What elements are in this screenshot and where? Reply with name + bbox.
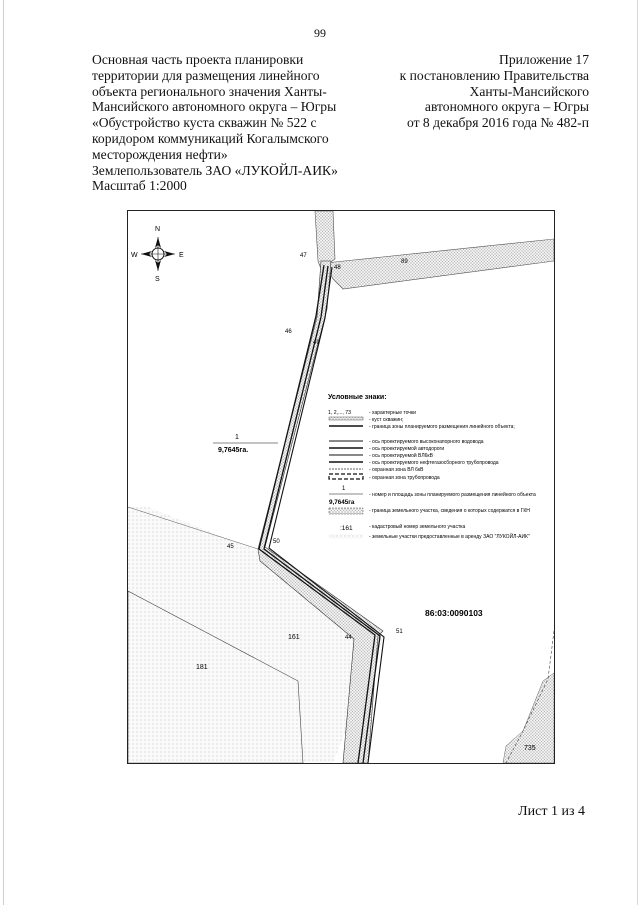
legend-symbol-zone-area: 9,7645га <box>329 499 355 506</box>
legend-symbol-pipe-zone <box>329 474 363 479</box>
map-legend <box>328 394 536 540</box>
legend-symbol-cadastral: :161 <box>340 525 353 532</box>
appendix-line: Приложение 17 <box>499 52 589 67</box>
point-49: 49 <box>313 340 320 346</box>
title-line: территории для размещения линейного <box>92 67 320 83</box>
parcel-161-label: 161 <box>288 634 300 641</box>
title-line: месторождения нефти» <box>92 146 228 162</box>
legend-text: - ось проектируемой автодороги <box>369 446 445 452</box>
appendix-line: автономного округа – Югры <box>424 99 589 115</box>
cadastral-block-number: 86:03:0090103 <box>425 608 483 618</box>
compass-east: E <box>179 252 184 259</box>
parcel-89 <box>325 239 554 289</box>
scan-edge-left <box>3 0 4 905</box>
top-road-strip <box>315 211 335 269</box>
legend-text: - характерные точки <box>369 410 416 416</box>
legend-text: - охранная зона ВЛ 6кВ <box>369 467 424 473</box>
appendix-block <box>329 52 589 131</box>
point-51: 51 <box>396 629 403 635</box>
sheet-number: Лист 1 из 4 <box>518 804 585 819</box>
title-line: Мансийского автономного округа – Югры <box>92 99 337 115</box>
legend-text: - кадастровый номер земельного участка <box>369 524 466 530</box>
legend-text: - ось проектируемого нефтегазосборного трубопровода <box>369 460 499 466</box>
legend-text: - ось проектируемой ВЛ6кВ <box>369 453 433 459</box>
title-line: объекта регионального значения Ханты- <box>92 83 327 99</box>
legend-symbol-points: 1, 2,..., 73 <box>328 410 352 416</box>
title-line: «Обустройство куста скважин № 522 с <box>92 115 317 131</box>
page-number: 99 <box>314 26 326 40</box>
scan-edge-right <box>637 0 638 905</box>
legend-text: - земельные участки предоставленные в аренду ЗАО "ЛУКОЙЛ-АИК" <box>369 534 530 540</box>
legend-text: - граница зоны планируемого размещения линейного объекта; <box>369 424 515 430</box>
parcel-89-label: 89 <box>401 259 408 265</box>
appendix-line: от 8 декабря 2016 года № 482-п <box>406 115 589 131</box>
zone-area: 9,7645га. <box>218 447 249 454</box>
legend-text: - ось проектируемого высоконапорного водовода <box>369 439 484 445</box>
point-50: 50 <box>273 539 280 545</box>
title-line: Основная часть проекта планировки <box>92 52 304 67</box>
legend-text: - номер и площадь зоны планируемого размещения линейного объекта <box>369 492 536 498</box>
parcel-735-label: 735 <box>524 745 536 752</box>
legend-symbol-parcel <box>329 508 363 514</box>
legend-text: - куст скважин; <box>369 417 404 423</box>
parcel-181-label: 181 <box>196 664 208 671</box>
scale-line: Масштаб 1:2000 <box>92 178 187 194</box>
appendix-line: Ханты-Мансийского <box>469 83 589 99</box>
title-line: коридором коммуникаций Когалымского <box>92 130 329 146</box>
compass-west: W <box>131 252 138 259</box>
point-44: 44 <box>345 635 352 641</box>
legend-text: - охранная зона трубопровода <box>369 475 440 481</box>
point-47: 47 <box>300 253 307 259</box>
land-user-line: Землепользователь ЗАО «ЛУКОЙЛ-АИК» <box>92 162 338 178</box>
compass-north: N <box>155 226 161 233</box>
legend-symbol-zone-number: 1 <box>342 486 346 492</box>
point-45: 45 <box>227 544 234 550</box>
appendix-line: к постановлению Правительства <box>399 67 589 83</box>
point-48: 48 <box>334 265 341 271</box>
legend-title: Условные знаки: <box>328 394 387 401</box>
planning-map <box>127 210 555 764</box>
legend-text: - граница земельного участка, сведения о которых содержатся в ГКН <box>369 508 530 514</box>
point-46: 46 <box>285 329 292 335</box>
legend-symbol-pad <box>329 417 363 420</box>
compass-south: S <box>155 276 160 283</box>
compass-rose-icon <box>131 226 184 283</box>
map-drawing <box>128 211 554 763</box>
legend-symbol-lease <box>329 534 363 539</box>
zone-number: 1 <box>235 434 239 441</box>
